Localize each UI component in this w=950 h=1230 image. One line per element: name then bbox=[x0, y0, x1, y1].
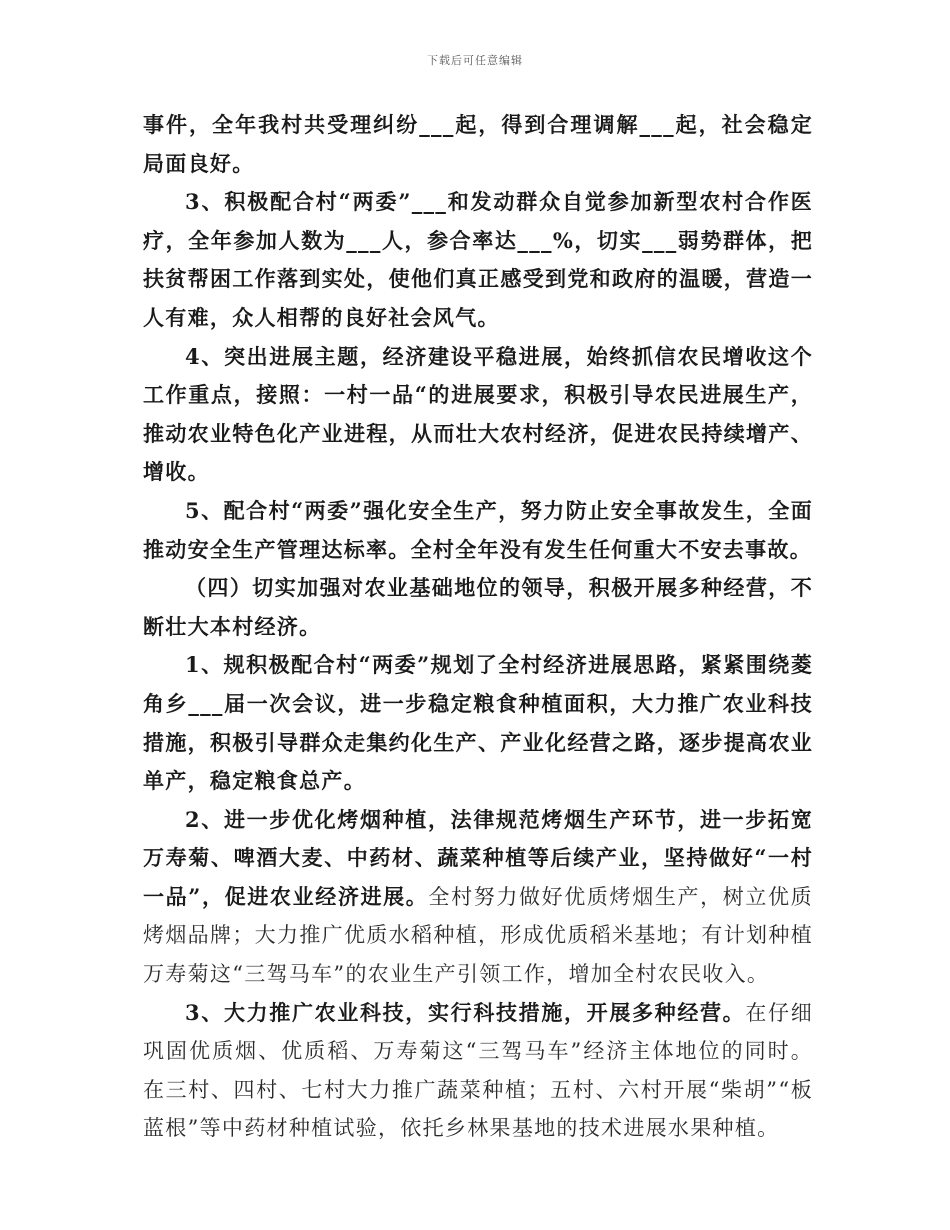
paragraph-sub-item-2 bbox=[143, 801, 813, 994]
section-heading-4: （四）切实加强对农业基础地位的领导，积极开展多种经营，不断壮大本村经济。 bbox=[143, 575, 813, 639]
paragraph-sub-item-2-lead: 2、进一步优化烤烟种植，法律规范烤烟生产环节，进一步拓宽万寿菊、啤酒大麦、中药材、蔬菜种植等后续产业，坚持做好“一村一品”，促进农业经济进展。 bbox=[143, 806, 813, 909]
paragraph-sub-item-2-body: 全村努力做好优质烤烟生产，树立优质烤烟品牌；大力推广优质水稻种植，形成优质稻米基地；有计划种植万寿菊这“三驾马车”的农业生产引领工作，增加全村农民收入。 bbox=[143, 884, 813, 987]
paragraph-item-5: 5、配合村“两委”强化安全生产，努力防止安全事故发生，全面推动安全生产管理达标率。全村全年没有发生任何重大不安去事故。 bbox=[143, 497, 813, 562]
paragraph-sub-item-3-body: 在仔细巩固优质烟、优质稻、万寿菊这“三驾马车”经济主体地位的同时。在三村、四村、七村大力推广蔬菜种植；五村、六村开展“柴胡”“板蓝根”等中药材种植试验，依托乡林果基地的技术进展水果种植。 bbox=[143, 1000, 813, 1141]
paragraph-continuation: 事件，全年我村共受理纠纷___起，得到合理调解___起，社会稳定局面良好。 bbox=[143, 112, 813, 176]
paragraph-item-4: 4、突出进展主题，经济建设平稳进展，始终抓信农民增收这个工作重点，接照：一村一品“的进展要求，积极引导农民进展生产，推动农业特色化产业进程，从而壮大农村经济，促进农民持续增产、增收。 bbox=[143, 343, 813, 485]
paragraph-sub-item-3-lead: 3、大力推广农业科技，实行科技措施，开展多种经营。 bbox=[185, 999, 746, 1025]
page-header: 下载后可任意编辑 bbox=[427, 54, 523, 67]
document-body bbox=[143, 106, 813, 1148]
paragraph-sub-item-1: 1、规积极配合村“两委”规划了全村经济进展思路，紧紧围绕菱角乡___届一次会议，进一步稳定粮食种植面积，大力推广农业科技措施，积极引导群众走集约化生产、产业化经营之路，逐步提高农业单产，稳定粮食总产。 bbox=[143, 652, 813, 794]
paragraph-item-3: 3、积极配合村“两委”___和发动群众自觉参加新型农村合作医疗，全年参加人数为___人，参合率达___%，切实___弱势群体，把扶贫帮困工作落到实处，使他们真正感受到党和政府的温暖，营造一人有难，众人相帮的良好社会风气。 bbox=[143, 189, 813, 330]
paragraph-sub-item-3 bbox=[143, 994, 813, 1148]
